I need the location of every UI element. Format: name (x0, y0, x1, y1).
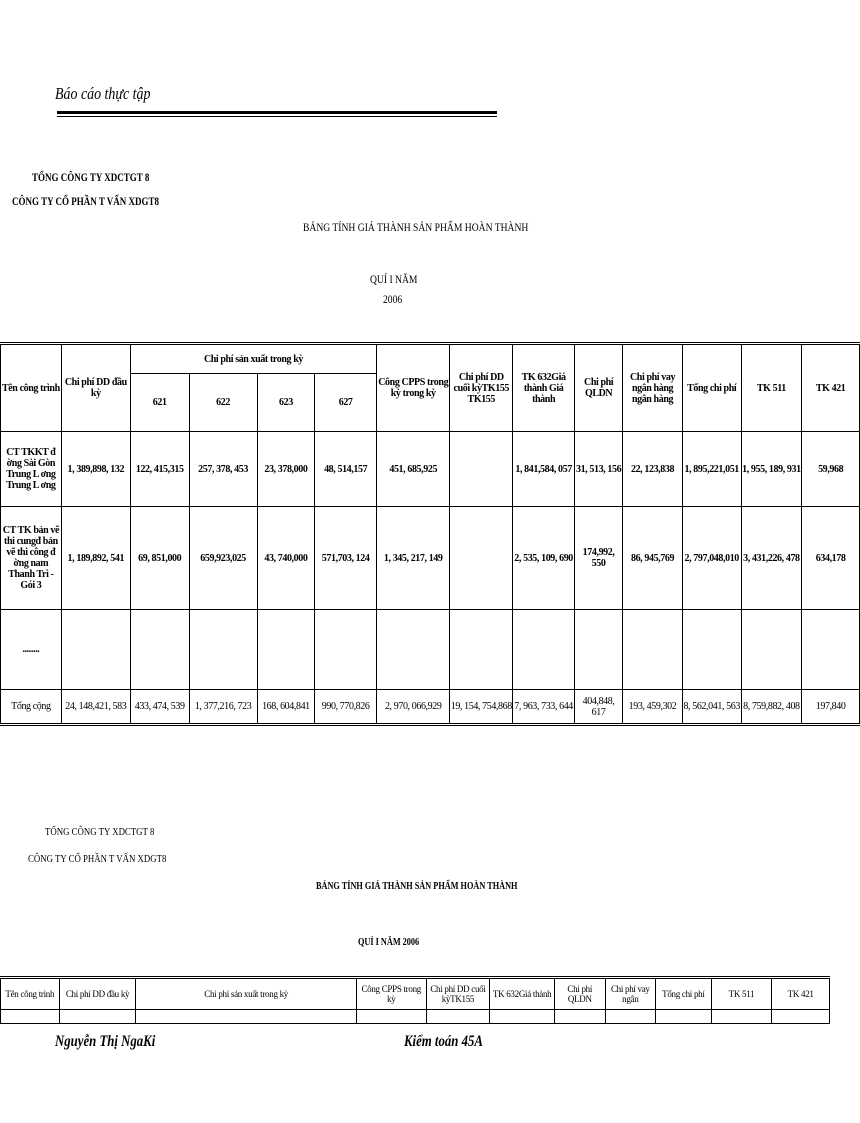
cell-621 (130, 610, 189, 690)
cost-table-2-container (0, 976, 816, 1022)
col2-total-cost-header: Tổng chi phí (656, 978, 712, 1010)
cell-623: 23, 378,000 (257, 432, 315, 507)
col-621-header: 621 (130, 374, 189, 432)
col-622-header: 622 (189, 374, 257, 432)
total-623: 168, 604,841 (257, 690, 315, 725)
report-period: QUÍ I NĂM (370, 272, 418, 286)
cell-cpps (377, 610, 450, 690)
total-cpps: 2, 970, 066,929 (377, 690, 450, 725)
col2-tk632-header: TK 632Giá thành (490, 978, 555, 1010)
total-row (1, 690, 860, 725)
cost-table-2 (0, 976, 830, 1024)
cell-622: 659,923,025 (189, 507, 257, 610)
cell-tk511 (741, 610, 802, 690)
cell-dd-start (61, 610, 130, 690)
col-tk632-header: TK 632Giá thành Giá thành (513, 344, 575, 432)
total-label: Tổng cộng (1, 690, 62, 725)
cell-tk421 (802, 610, 860, 690)
table-row (1, 432, 860, 507)
cell-loan (623, 610, 683, 690)
total-qldn: 404,848, 617 (575, 690, 623, 725)
cell-627: 48, 514,157 (315, 432, 377, 507)
cell-623: 43, 740,000 (257, 507, 315, 610)
page-header-title: Báo cáo thực tập (55, 84, 151, 103)
company-name: CÔNG TY CỔ PHẦN T VẤN XDGT8 (12, 194, 160, 208)
col-loan-header: Chi phí vay ngân hàng ngân hàng (623, 344, 683, 432)
col2-qldn-header: Chi phí QLDN (554, 978, 605, 1010)
cell-621: 122, 415,315 (130, 432, 189, 507)
total-627: 990, 770,826 (315, 690, 377, 725)
header-rule-thin (57, 116, 497, 117)
cell-tk511: 3, 431,226, 478 (741, 507, 802, 610)
col-project-header: Tên công trình (1, 344, 62, 432)
footer-class: Kiểm toán 45A (404, 1033, 483, 1050)
cell-cpps: 1, 345, 217, 149 (377, 507, 450, 610)
cost-table (0, 342, 860, 726)
cell-621: 69, 851,000 (130, 507, 189, 610)
report-year: 2006 (383, 292, 403, 306)
footer-author: Nguyễn Thị NgaKi (55, 1033, 156, 1050)
total-tk632: 7, 963, 733, 644 (513, 690, 575, 725)
cell-loan: 22, 123,838 (623, 432, 683, 507)
col-627-header: 627 (315, 374, 377, 432)
cost-table-container (0, 342, 846, 726)
cell-tk511: 1, 955, 189, 931 (741, 432, 802, 507)
cell-total-cost (682, 610, 741, 690)
total-loan: 193, 459,302 (623, 690, 683, 725)
cell-cpps: 451, 685,925 (377, 432, 450, 507)
total-dd-end: 19, 154, 754,868 (450, 690, 513, 725)
col-tk421-header: TK 421 (802, 344, 860, 432)
cell-dd-start: 1, 389,898, 132 (61, 432, 130, 507)
col-production-costs-header: Chi phí sản xuất trong kỳ (130, 344, 376, 374)
total-dd-start: 24, 148,421, 583 (61, 690, 130, 725)
cell-qldn: 174,992, 550 (575, 507, 623, 610)
col2-project-header: Tên công trình (1, 978, 60, 1010)
col2-production-costs-header: Chi phí sản xuất trong kỳ (136, 978, 356, 1010)
company-name-2: CÔNG TY CỔ PHẦN T VẤN XDGT8 (28, 853, 167, 865)
cell-tk632: 2, 535, 109, 690 (513, 507, 575, 610)
cell-total-cost: 1, 895,221,051 (682, 432, 741, 507)
cell-627 (315, 610, 377, 690)
col2-dd-start-header: Chi phí DD đầu kỳ (59, 978, 136, 1010)
cell-qldn (575, 610, 623, 690)
col-tk511-header: TK 511 (741, 344, 802, 432)
total-621: 433, 474, 539 (130, 690, 189, 725)
col2-tk511-header: TK 511 (711, 978, 772, 1010)
col2-cpps-header: Công CPPS trong kỳ (356, 978, 426, 1010)
col2-tk421-header: TK 421 (772, 978, 830, 1010)
cell-qldn: 31, 513, 156 (575, 432, 623, 507)
cell-dd-end (450, 610, 513, 690)
parent-company-2: TỔNG CÔNG TY XDCTGT 8 (45, 826, 155, 838)
project-name: ........ (1, 610, 62, 690)
cell-dd-end (450, 507, 513, 610)
cell-dd-end (450, 432, 513, 507)
report-title-2: BẢNG TÍNH GIÁ THÀNH SẢN PHẨM HOÀN THÀNH (316, 880, 518, 892)
col-dd-start-header: Chi phí DD đầu kỳ (61, 344, 130, 432)
cell-total-cost: 2, 797,048,010 (682, 507, 741, 610)
cell-622: 257, 378, 453 (189, 432, 257, 507)
col-dd-end-header: Chi phí DD cuối kỳTK155 TK155 (450, 344, 513, 432)
cell-tk421: 59,968 (802, 432, 860, 507)
project-name: CT TKKT đ ờng Sài Gòn Trung L ơng Trung L ơng (1, 432, 62, 507)
parent-company: TỔNG CÔNG TY XDCTGT 8 (32, 170, 150, 184)
total-tk421: 197,840 (802, 690, 860, 725)
cell-tk421: 634,178 (802, 507, 860, 610)
cell-627: 571,703, 124 (315, 507, 377, 610)
col-total-cost-header: Tổng chi phí (682, 344, 741, 432)
col2-loan-header: Chi phí vay ngân (605, 978, 656, 1010)
cell-622 (189, 610, 257, 690)
cell-loan: 86, 945,769 (623, 507, 683, 610)
col-cpps-header: Công CPPS trong kỳ trong kỳ (377, 344, 450, 432)
report-period-2: QUÍ I NĂM 2006 (358, 936, 420, 948)
total-cost: 8, 562,041, 563 (682, 690, 741, 725)
cell-tk632 (513, 610, 575, 690)
total-622: 1, 377,216, 723 (189, 690, 257, 725)
table-row (1, 507, 860, 610)
cell-tk632: 1, 841,584, 057 (513, 432, 575, 507)
table-row (1, 610, 860, 690)
col2-dd-end-header: Chi phí DD cuối kỳTK155 (426, 978, 490, 1010)
total-tk511: 8, 759,882, 408 (741, 690, 802, 725)
cell-dd-start: 1, 189,892, 541 (61, 507, 130, 610)
report-title: BẢNG TÍNH GIÁ THÀNH SẢN PHẨM HOÀN THÀNH (303, 220, 529, 234)
project-name: CT TK bản vẽ thi cungđ bản vẽ thi công đ ờng nam Thanh Trì - Gói 3 (1, 507, 62, 610)
cell-623 (257, 610, 315, 690)
col-qldn-header: Chi phí QLDN (575, 344, 623, 432)
col-623-header: 623 (257, 374, 315, 432)
header-rule (57, 111, 497, 114)
